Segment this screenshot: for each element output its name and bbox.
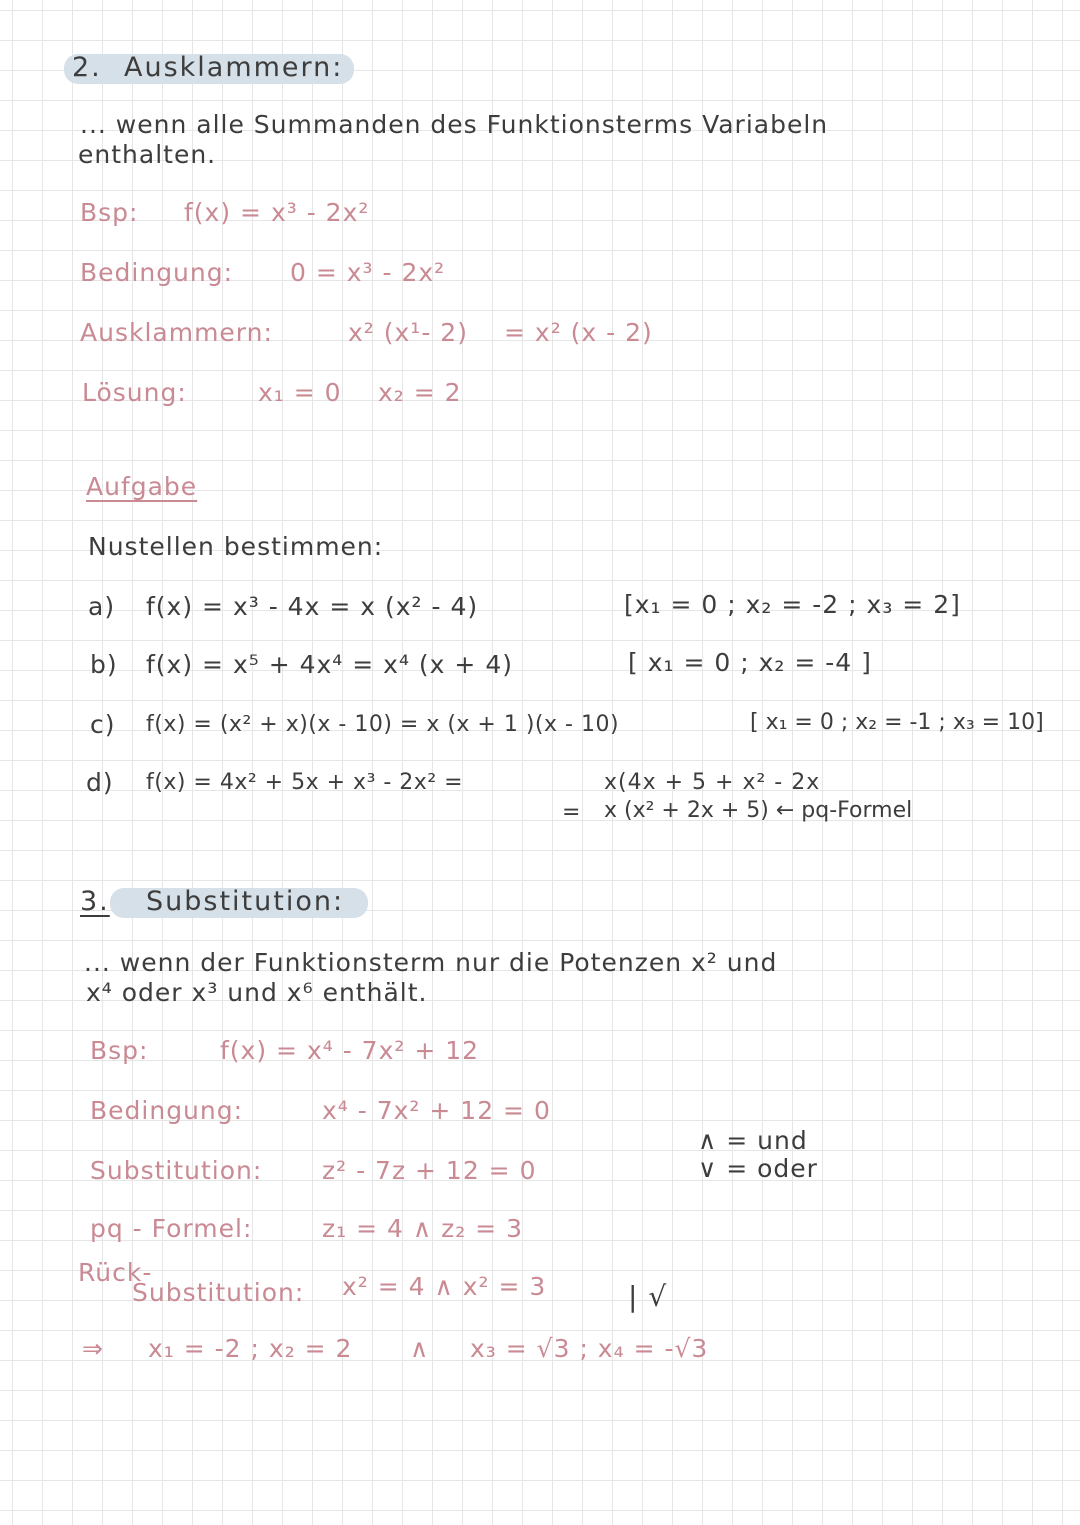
section-3-desc-line-2: x⁴ oder x³ und x⁶ enthält. [86, 978, 428, 1007]
exercise-b-result: [ x₁ = 0 ; x₂ = -4 ] [628, 648, 872, 677]
exercise-a-result: [x₁ = 0 ; x₂ = -2 ; x₃ = 2] [624, 590, 961, 619]
s3-final-and: ∧ [410, 1334, 430, 1363]
s3-condition-equation: x⁴ - 7x² + 12 = 0 [322, 1096, 551, 1125]
exercise-title: Aufgabe [86, 472, 198, 501]
s2-factor-label: Ausklammern: [80, 318, 273, 347]
s3-final-x3-x4: x₃ = √3 ; x₄ = -√3 [470, 1334, 709, 1363]
exercise-c-label: c) [90, 710, 116, 739]
s3-example-label: Bsp: [90, 1036, 149, 1065]
s2-condition-label: Bedingung: [80, 258, 234, 287]
exercise-b-function: f(x) = x⁵ + 4x⁴ = x⁴ (x + 4) [146, 650, 513, 679]
section-3-desc-line-1: ... wenn der Funktionsterm nur die Potenzen x² und [84, 948, 778, 977]
section-3-number: 3. [80, 886, 110, 917]
s2-condition-equation: 0 = x³ - 2x² [290, 258, 446, 287]
s2-example-label: Bsp: [80, 198, 139, 227]
exercise-subtitle: Nustellen bestimmen: [88, 532, 384, 561]
implies-arrow: ⇒ [82, 1334, 104, 1363]
exercise-d-line-2: x (x² + 2x + 5) ← pq-Formel [604, 798, 913, 823]
s3-substitution-label: Substitution: [90, 1156, 263, 1185]
s3-substitution-equation: z² - 7z + 12 = 0 [322, 1156, 537, 1185]
legend-or: ∨ = oder [698, 1154, 818, 1183]
s3-back-substitution-equation: x² = 4 ∧ x² = 3 [342, 1272, 547, 1301]
exercise-d-line-1: x(4x + 5 + x² - 2x [604, 770, 821, 795]
section-2-number: 2. [72, 52, 102, 83]
exercise-c-result: [ x₁ = 0 ; x₂ = -1 ; x₃ = 10] [750, 710, 1044, 735]
section-2-desc-line-2: enthalten. [78, 140, 217, 169]
s3-square-root-operation: | √ [628, 1280, 668, 1313]
exercise-b-label: b) [90, 650, 118, 679]
exercise-a-label: a) [88, 592, 116, 621]
s2-factor-step-1: x² (x¹- 2) [348, 318, 468, 347]
s3-final-x1-x2: x₁ = -2 ; x₂ = 2 [148, 1334, 353, 1363]
s3-back-substitution-label-1: Rück- [78, 1258, 153, 1287]
s3-back-substitution-label-2: Substitution: [132, 1278, 305, 1307]
s2-example-function: f(x) = x³ - 2x² [184, 198, 370, 227]
s2-solution-label: Lösung: [82, 378, 187, 407]
exercise-d-label: d) [86, 768, 114, 797]
s2-factor-step-2: = x² (x - 2) [504, 318, 653, 347]
s3-pq-result: z₁ = 4 ∧ z₂ = 3 [322, 1214, 523, 1243]
legend-and: ∧ = und [698, 1126, 808, 1155]
s3-condition-label: Bedingung: [90, 1096, 244, 1125]
s2-solution-x2: x₂ = 2 [378, 378, 462, 407]
s2-solution-x1: x₁ = 0 [258, 378, 342, 407]
exercise-d-function: f(x) = 4x² + 5x + x³ - 2x² = [146, 770, 464, 795]
exercise-d-equals-2: = [562, 800, 582, 825]
section-2-title: Ausklammern: [124, 52, 344, 83]
exercise-c-function: f(x) = (x² + x)(x - 10) = x (x + 1 )(x - 10) [146, 712, 620, 737]
s3-pq-label: pq - Formel: [90, 1214, 253, 1243]
section-3-title: Substitution: [146, 886, 345, 917]
exercise-a-function: f(x) = x³ - 4x = x (x² - 4) [146, 592, 479, 621]
s3-example-function: f(x) = x⁴ - 7x² + 12 [220, 1036, 480, 1065]
section-2-desc-line-1: ... wenn alle Summanden des Funktionsterms Variabeln [80, 110, 829, 139]
